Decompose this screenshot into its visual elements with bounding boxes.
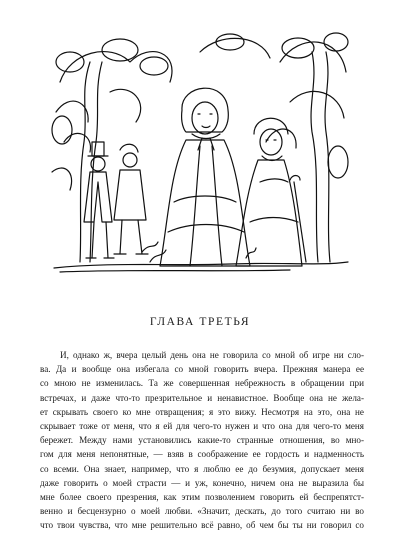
text-line: И, однако ж, вчера целый день она не говорила со мной об игре ни сло-: [60, 350, 364, 360]
text-line: венно и бесцензурно о моей любви. «Значит, дескать, до того считаю ни во: [40, 506, 364, 517]
text-line: встречах, и даже что-то презрительное и ненавистное. Вообще она не жела-: [40, 392, 364, 403]
text-line: даже говорить о моей страсти — и уж, конечно, ничем она не выразила бы: [40, 477, 364, 488]
text-line: скрывает тоже от меня, что я ей для чего-то нужен и что она для чего-то меня: [40, 420, 364, 431]
text-line: со мною не изменилась. Та же совершенная небрежность в обращении при: [40, 378, 364, 389]
chapter-body-text: [40, 348, 364, 532]
text-line: что твои чувства, что мне решительно всё равно, об чем бы ты ни говорил со: [40, 520, 364, 531]
text-line: ва. Да и вообще она избегала со мной говорить вчера. Прежняя манера ее: [40, 364, 364, 375]
text-line: бережет. Между нами установились какие-то странные отношения, во мно-: [40, 435, 364, 446]
victorian-figures-illustration: [50, 22, 350, 274]
text-line: гом для меня непонятные, — взяв в соображение ее гордость и надменность: [40, 449, 364, 460]
chapter-title: ГЛАВА ТРЕТЬЯ: [149, 316, 251, 328]
text-line: со всеми. Она знает, например, что я люблю ее до безумия, допускает меня: [40, 463, 364, 474]
text-line: ет скрывать своего ко мне отвращения; я это вижу. Несмотря на это, она не: [40, 406, 364, 417]
text-line: мне более своего презрения, как этим позволением говорить ей беспрепятст-: [40, 491, 364, 502]
